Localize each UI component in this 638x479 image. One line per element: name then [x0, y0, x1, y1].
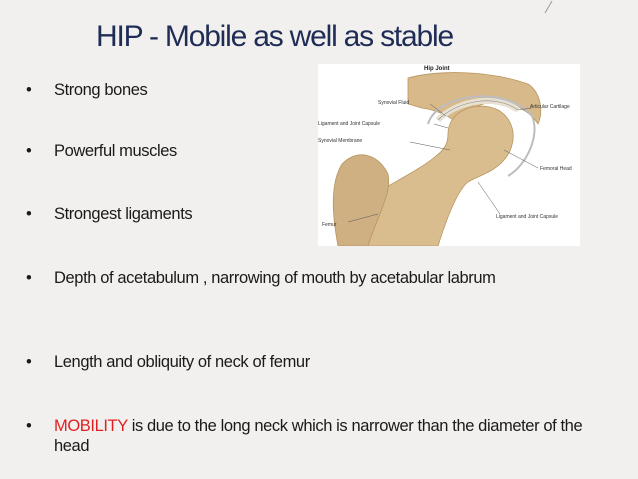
bullet-dot: • — [26, 205, 32, 223]
bullet-dot: • — [26, 142, 32, 160]
label-ligament-capsule-left: Ligament and Joint Capsule — [318, 121, 380, 127]
label-synovial-membrane: Synovial Membrane — [318, 138, 363, 144]
bullet-text — [54, 416, 604, 456]
bullet-dot: • — [26, 353, 32, 371]
bullet-dot: • — [26, 417, 32, 435]
bullet-text: Length and obliquity of neck of femur — [54, 353, 310, 371]
pointer-ligament-right — [478, 182, 500, 214]
hip-joint-illustration — [318, 64, 580, 246]
bullet-text: Strongest ligaments — [54, 205, 193, 223]
mobility-rest-text: is due to the long neck which is narrower than the diameter of the head — [54, 417, 583, 455]
label-articular-cartilage: Articular Cartilage — [530, 104, 570, 110]
decorative-line — [545, 1, 553, 14]
label-synovial-fluid: Synovial Fluid — [378, 100, 410, 106]
bullet-dot: • — [26, 81, 32, 99]
bullet-text: Strong bones — [54, 81, 148, 99]
bullet-text: Powerful muscles — [54, 142, 177, 160]
mobility-highlight: MOBILITY — [54, 417, 128, 435]
pointer-ligament-left — [434, 124, 448, 128]
label-femur: Femur — [322, 222, 337, 228]
label-femoral-head: Femoral Head — [540, 166, 572, 172]
slide-title: HIP - Mobile as well as stable — [96, 20, 453, 53]
bullet-dot: • — [26, 269, 32, 287]
pointer-synovial-membrane — [410, 142, 450, 150]
label-ligament-capsule-right: Ligament and Joint Capsule — [496, 214, 558, 220]
figure-title: Hip Joint — [424, 66, 450, 72]
bullet-text: Depth of acetabulum , narrowing of mouth by acetabular labrum — [54, 269, 496, 287]
